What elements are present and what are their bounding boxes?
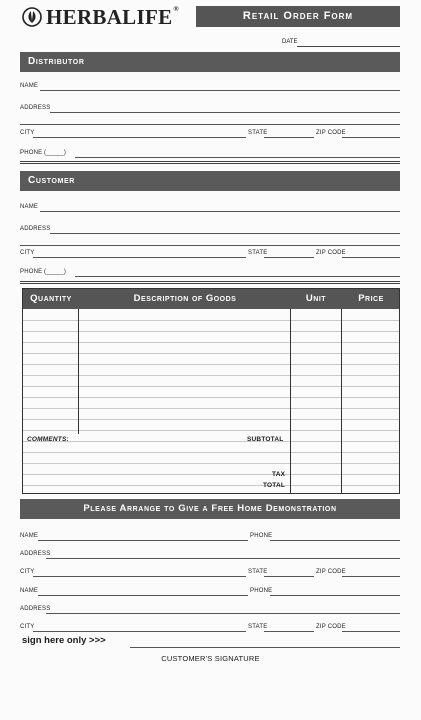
col-description: Description of Goods [133, 293, 237, 304]
date-field[interactable] [297, 46, 400, 47]
customer-zip-field[interactable] [342, 257, 400, 258]
demo2-phone-field[interactable] [270, 595, 400, 596]
distributor-phone-field[interactable] [75, 157, 400, 158]
date-label: DATE [282, 39, 298, 45]
goods-table-header [23, 289, 399, 309]
demo1-phone-label: PHONE [250, 533, 273, 539]
form-title: Retail Order Form [196, 6, 400, 27]
demo2-name-field[interactable] [38, 595, 248, 596]
distributor-state-field[interactable] [264, 137, 314, 138]
demo1-name-label: NAME [20, 533, 39, 539]
unit-divider [290, 309, 291, 494]
subtotal-label: SUBTOTAL [247, 436, 284, 443]
table-row-line [23, 430, 399, 431]
table-row-line [23, 408, 399, 409]
table-row-line [23, 463, 399, 464]
price-divider [341, 309, 342, 494]
customer-address-label: ADDRESS [20, 226, 51, 232]
herbalife-logo [22, 6, 179, 28]
herbalife-leaf-icon [22, 7, 42, 27]
customer-name-field[interactable] [40, 211, 400, 212]
customer-phone-area: (_____) [44, 269, 67, 275]
demo1-phone-field[interactable] [270, 540, 400, 541]
demo2-zip-field[interactable] [342, 631, 400, 632]
table-row-line [23, 386, 399, 387]
section-divider [20, 281, 400, 284]
demo1-state-label: STATE [248, 569, 268, 575]
demo2-state-label: STATE [248, 624, 268, 630]
customer-address-line-2[interactable] [20, 245, 400, 246]
demo2-phone-label: PHONE [250, 588, 273, 594]
demo1-city-field[interactable] [33, 576, 246, 577]
demo1-state-field[interactable] [264, 576, 314, 577]
distributor-address-label: ADDRESS [20, 105, 51, 111]
distributor-address-line-2[interactable] [20, 124, 400, 125]
demo1-name-field[interactable] [38, 540, 248, 541]
demo2-name-label: NAME [20, 588, 39, 594]
goods-table [22, 288, 400, 494]
distributor-city-field[interactable] [33, 137, 246, 138]
col-unit: Unit [305, 293, 327, 304]
demonstration-section-header: Please Arrange to Give a Free Home Demonstration [20, 499, 400, 519]
table-row-line [23, 397, 399, 398]
distributor-phone-label: PHONE [20, 150, 43, 156]
table-row-line [23, 375, 399, 376]
customer-city-label: CITY [20, 250, 35, 256]
demo2-address-label: ADDRESS [20, 606, 51, 612]
signature-field[interactable] [130, 647, 400, 648]
demo2-zip-label: ZIP CODE [316, 624, 346, 630]
customer-address-field[interactable] [50, 233, 400, 234]
quantity-divider [78, 309, 79, 434]
customer-section-header: Customer [20, 171, 400, 191]
col-price: Price [358, 293, 384, 304]
customer-state-label: STATE [248, 250, 268, 256]
table-row-line [23, 452, 399, 453]
demo1-address-field[interactable] [46, 558, 400, 559]
demo1-zip-label: ZIP CODE [316, 569, 346, 575]
distributor-section-header: Distributor [20, 52, 400, 72]
table-row-line [23, 364, 399, 365]
distributor-zip-field[interactable] [342, 137, 400, 138]
customer-city-field[interactable] [33, 257, 246, 258]
customer-state-field[interactable] [264, 257, 314, 258]
demo2-state-field[interactable] [264, 631, 314, 632]
customer-phone-label: PHONE [20, 269, 43, 275]
sign-here-note: sign here only >>> [22, 635, 106, 646]
distributor-zip-label: ZIP CODE [316, 130, 346, 136]
demo1-city-label: CITY [20, 569, 35, 575]
customer-signature-label: CUSTOMER'S SIGNATURE [161, 654, 260, 663]
distributor-name-label: NAME [20, 83, 39, 89]
demo2-city-field[interactable] [33, 631, 246, 632]
table-row-line [23, 441, 399, 442]
demo2-city-label: CITY [20, 624, 35, 630]
comments-label: COMMENTS: [27, 436, 69, 443]
customer-name-label: NAME [20, 204, 39, 210]
col-quantity: Quantity [30, 293, 72, 304]
section-divider [20, 161, 400, 164]
distributor-name-field[interactable] [40, 90, 400, 91]
table-row-line [23, 353, 399, 354]
distributor-city-label: CITY [20, 130, 35, 136]
demo1-address-label: ADDRESS [20, 551, 51, 557]
total-label: TOTAL [263, 482, 286, 489]
table-row-line [23, 474, 399, 475]
brand-name: HERBALIFE® [46, 4, 179, 29]
demo2-address-field[interactable] [46, 613, 400, 614]
tax-label: TAX [272, 471, 286, 478]
customer-zip-label: ZIP CODE [316, 250, 346, 256]
customer-phone-field[interactable] [75, 276, 400, 277]
distributor-phone-area: (_____) [44, 150, 67, 156]
demo1-zip-field[interactable] [342, 576, 400, 577]
table-row-line [23, 331, 399, 332]
table-row-line [23, 485, 399, 486]
table-row-line [23, 342, 399, 343]
distributor-address-field[interactable] [50, 112, 400, 113]
table-row-line [23, 419, 399, 420]
table-row-line [23, 320, 399, 321]
distributor-state-label: STATE [248, 130, 268, 136]
